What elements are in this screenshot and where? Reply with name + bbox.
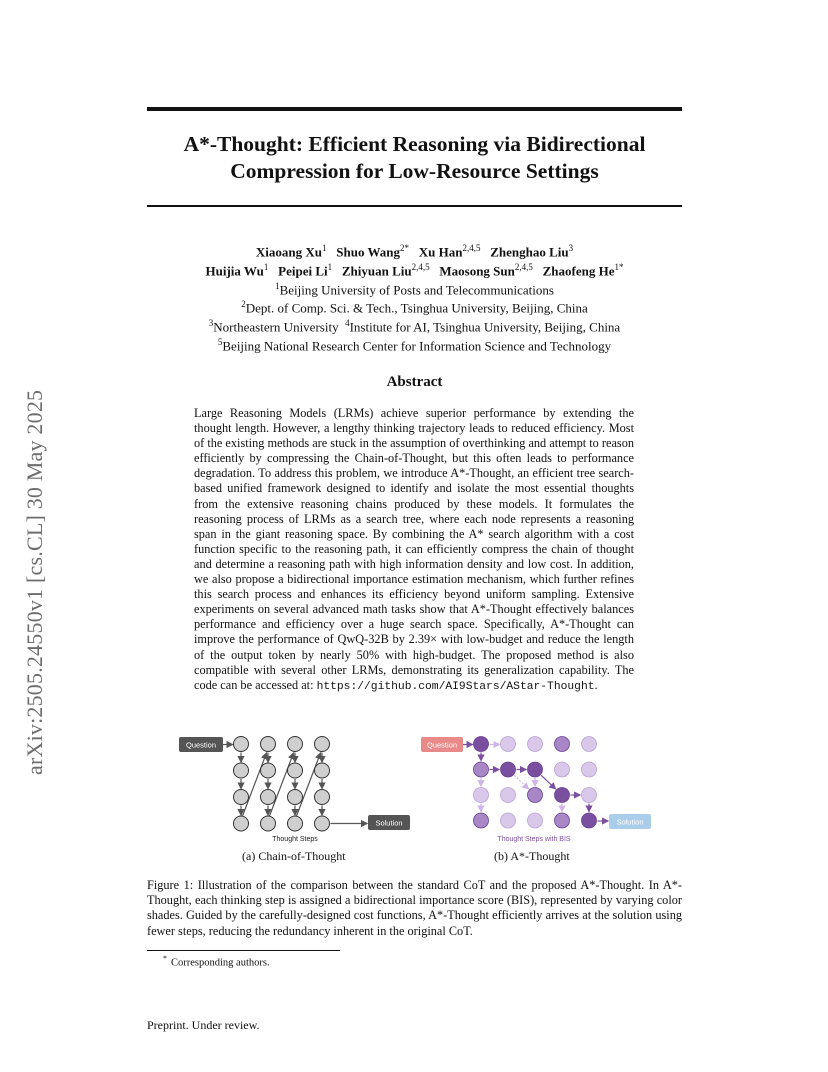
affiliation [147,279,682,298]
affiliation-number: 1 [275,280,280,291]
author-affiliation-mark: 3 [568,243,574,253]
preprint-note: Preprint. Under review. [147,1018,260,1032]
cot-thought-node [288,816,303,831]
abstract-text: Large Reasoning Models (LRMs) achieve superior performance by extending the thought length. However, a lengthy thinking trajectory leads to reduced efficiency. Most of the existing methods are stuck in the assumption of overthinking and attempt to reason efficiently by compressing the Chain-of-Thought, but this often leads to performance degradation. To address this problem, we introduce A*-Thought, an efficient tree search-based unified framework designed to identify and isolate the most essential thoughts from the extensive reasoning chains produced by these models. It formulates the reasoning process of LRMs as a search tree, where each node represents a reasoning span in the giant reasoning space. By combining the A* search algorithm with a cost function specific to the reasoning path, it can efficiently compress the chain of thought and determine a reasoning path with high information density and low cost. In addition, we also propose a bidirectional importance estimation mechanism, which further refines this search process and enhances its efficiency beyond uniform sampling. Extensive experiments on several advanced math tasks show that A*-Thought effectively balances performance and efficiency over a huge search space. Specifically, A*-Thought can improve the performance of QwQ-32B by 2.39× with low-budget and reduce the length of the output token by nearly 50% with high-budget. The proposed method is also compatible with several other LRMs, demonstrating its generalization capability. The code can be accessed at: [194,406,634,692]
author-affiliation-mark: 2* [399,243,409,253]
paper-title: A*-Thought: Efficient Reasoning via Bidirectional Compression for Low-Resource Settings [183,132,646,183]
cot-thought-node [234,763,249,778]
subcaption-a: (a) Chain-of-Thought [242,849,346,863]
cot-thought-node [288,790,303,805]
astar-thought-node [555,762,570,777]
affiliation-number: 3 [208,318,214,329]
affiliation-number: 4 [345,318,350,329]
astar-thought-node [474,788,489,803]
author-affiliation-mark: 2,4,5 [514,261,533,272]
astar-thought-node [582,813,597,828]
abstract-end: . [594,677,598,692]
affiliation-text: Beijing National Research Center for Information Science and Technology [222,338,612,354]
footnote-rule [147,950,340,951]
astar-solution-label: Solution [616,817,644,827]
cot-solution-label: Solution [375,818,403,828]
author: Zhiyuan Liu [341,263,412,279]
cot-edges [223,745,367,824]
author-affiliation-mark: 2,4,5 [462,243,481,253]
astar-thought-node [501,788,516,803]
astar-edge [514,775,528,788]
cot-thought-node [315,763,330,778]
affiliation-number: 5 [217,337,223,348]
astar-thought-node [555,737,570,752]
cot-thought-node [234,737,249,752]
affiliation [147,316,682,335]
cot-x-label: Thought Steps [272,836,318,843]
figure-caption: Figure 1: Illustration of the comparison between the standard CoT and the proposed A*-Thought. In A*-Thought, each thinking step is assigned a bidirectional importance score (BIS), represented by varying color shades. Guided by the carefully-designed cost functions, A*-Thought efficiently arrives at the solution using fewer steps, reducing the redundancy inherent in the original CoT. [147,878,682,938]
affiliation-text: Northeastern University [213,319,339,335]
cot-question-label: Question [185,740,217,750]
abstract-body [194,406,634,695]
astar-thought-node [555,813,570,828]
author-affiliation-mark: 1 [322,243,327,253]
figure-1 [175,727,665,845]
astar-diagram [421,737,651,844]
affiliation-text: Institute for AI, Tsinghua University, Beijing, China [349,319,621,335]
astar-thought-node [528,762,543,777]
cot-edge [297,753,321,816]
author-affiliation-mark: 1 [263,261,269,272]
cot-thought-node [315,790,330,805]
author-line-1 [147,241,682,260]
author-affiliation-mark: 2,4,5 [411,261,430,272]
astar-edge [541,775,555,788]
author-affiliation-mark: 1* [614,261,624,272]
astar-thought-node [474,762,489,777]
affiliation-text: Dept. of Comp. Sci. & Tech., Tsinghua University, Beijing, China [245,300,588,316]
cot-edge [270,753,294,816]
astar-thought-node [474,737,489,752]
astar-thought-node [582,762,597,777]
author-affiliation-mark: 1 [327,261,333,272]
subcaption-b: (b) A*-Thought [494,849,570,863]
cot-thought-node [288,763,303,778]
astar-thought-node [501,737,516,752]
astar-thought-node [582,788,597,803]
code-link[interactable]: https://github.com/AI9Stars/AStar-Thought [316,680,595,693]
astar-thought-node [474,813,489,828]
cot-thought-node [261,816,276,831]
cot-diagram [179,737,410,844]
author: Shuo Wang [336,244,400,260]
footnote-mark: * [163,954,167,963]
author: Zhaofeng He [542,263,615,279]
astar-thought-node [582,737,597,752]
footnote-text: Corresponding authors. [171,957,270,969]
cot-thought-node [234,816,249,831]
cot-thought-node [261,763,276,778]
astar-thought-node [528,813,543,828]
astar-thought-node [528,788,543,803]
affiliation-text: Beijing University of Posts and Telecommunications [279,281,554,297]
author: Maosong Sun [439,263,515,279]
arxiv-identifier: arXiv:2505.24550v1 [cs.CL] 30 May 2025 [22,389,47,775]
affiliation [147,297,682,316]
cot-thought-node [315,737,330,752]
astar-thought-node [501,762,516,777]
cot-thought-node [261,790,276,805]
title-top-rule [147,107,682,111]
astar-thought-node [501,813,516,828]
astar-thought-node [528,737,543,752]
astar-thought-node [555,788,570,803]
cot-thought-node [261,737,276,752]
author: Peipei Li [278,263,328,279]
abstract-heading: Abstract [386,374,443,390]
cot-thought-node [288,737,303,752]
footnote [163,954,270,969]
astar-x-label: Thought Steps with BIS [497,836,571,843]
astar-question-label: Question [426,740,458,750]
author-line-2 [147,260,682,279]
affiliation [147,335,682,354]
author: Xu Han [418,244,463,260]
author: Huijia Wu [205,263,264,279]
cot-thought-node [234,790,249,805]
author-block [147,241,682,354]
astar-edges [463,745,608,822]
affiliation-number: 2 [241,299,246,310]
author: Zhenghao Liu [490,244,569,260]
author: Xiaoang Xu [255,244,322,260]
title-bottom-rule [147,205,682,207]
cot-edge [243,753,267,816]
cot-thought-node [315,816,330,831]
